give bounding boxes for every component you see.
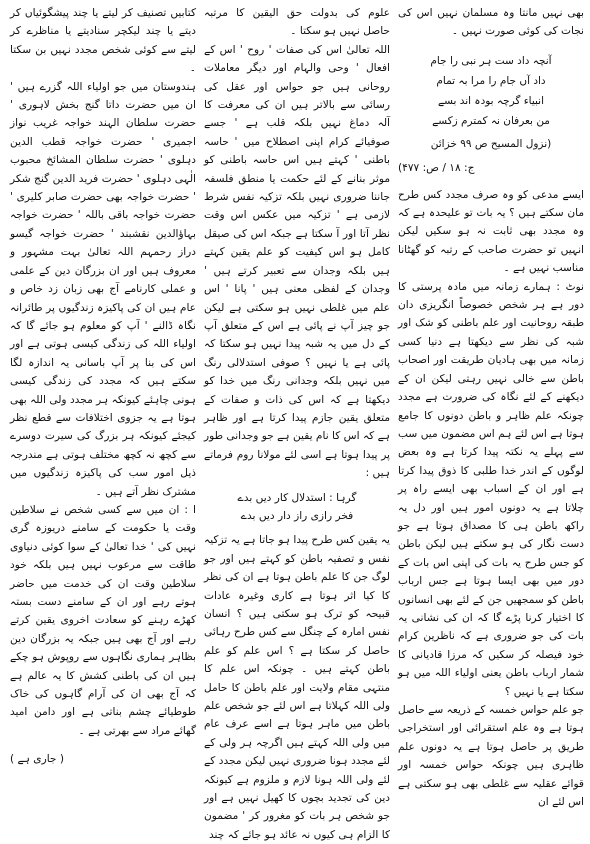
poem-reference-volume: ج: ۱۸ / ص: ۴۷۷) (398, 162, 475, 175)
paragraph: یہ یقین کس طرح پیدا ہو جاتا ہے یہ تزکیہ نفس و تصفیہ باطن کو کہتے ہیں اور جو لوگ جن کا علم باطن ہوتا ہے ان کی نظر کا کیا اثر ہوتا ہے کاری وغیرہ عادات قبیحہ کو ترک ہو سکتی ہیں ؟ انسان نفس امارہ کے چنگل سے کس طرح رہائی حاصل کر سکتا ہے ؟ اس علم کو علم باطن کہتے ہیں ۔ چونکہ اس علم کا منتہی مقام ولایت اور علم باطن کا حامل ولی اللہ کہلاتا ہے اس لئے جو شخص علم باطن میں ماہر ہوتا ہے اسے عرف عام میں ولی اللہ کہتے ہیں اگرچہ ہر ولی کے لئے مجدد ہونا ضروری نہیں لیکن مجدد کے لئے ولی اللہ ہونا لازم و ملزوم ہے کیونکہ دین کی تجدید بچوں کا کھیل نہیں ہے اور جو شخص ہر بات کو مغرور کر ' مضمون کا الزام ہی کیوں نہ عائد ہو جائے کہ چند (204, 534, 390, 841)
poem-line: آنچہ داد ست ہر نبی را جام (430, 54, 552, 67)
middle-column (204, 4, 390, 841)
paragraph: اللہ تعالیٰ اس کی صفات ' روح ' اس کے افعال ' وحی والہام اور دیگر معاملات روحانی ہیں جو حواس اور عقل کی رسائی سے بالاتر ہیں ان کی معرفت کا آلہ دماغ نہیں بلکہ قلب ہے ' جسے صوفیائے کرام اپنی اصطلاح میں ' حاسہ باطنی ' کہتے ہیں اس حاسہ باطنی کو موثر بنانے کے لئے حکمت یا منطق فلسفہ جاننا ضروری نہیں بلکہ تزکیہ نفس شرط لازمی ہے ' تزکیہ میں عکس اس وقت نظر آتا اور آ سکتا ہے جبکہ اس کی صیقل کامل ہو اس کیفیت کو علم یقین کہتے ہیں بلکہ وجدان سے تعبیر کرتے ہیں ' وجدان کے لفظی معنی ہیں ' پانا ' اس علم میں غلطی نہیں ہو سکتی ہے لیکن جو چیز آپ نے پائی ہے اس کے متعلق آپ کے دل میں یہ شبہ پیدا نہیں ہو سکتا کہ پائی ہے یا نہیں ؟ صوفی استدلالی رنگ میں نہیں بلکہ وجدانی رنگ میں خدا کو دیکھتا ہے کہ اس کی ذات و صفات کے متعلق یقین جازم پیدا کرتا ہے اور ظاہر ہے کہ اس کا نام یقین ہے جو وجدانی طور پر پیدا ہوتا ہے اسی لئے مولانا روم فرماتے ہیں : (204, 43, 390, 480)
paragraph: ہندوستان میں جو اولیاء اللہ گزرے ہیں ' ان میں حضرت داتا گنج بخش لاہوری ' حضرت سلطان الہند خواجہ غریب نواز اجمیری ' حضرت خواجہ قطب الدین دہلوی ' حضرت سلطان المشائخ محبوب الٰہی دہلوی ' حضرت فرید الدین گنج شکر ' حضرت خواجہ بھی حضرت صابر کلیری ' حضرت خواجہ باقی باللہ ' حضرت خواجہ بہاؤالدین نقشبند ' حضرت خواجہ گیسو دراز رحمہم اللہ تعالیٰ بہت مشہور و معروف ہیں اور ان بزرگان دین کے علمی و عملی کارنامے آج بھی زبان زد خاص و عام ہیں ان کی پاکیزہ زندگیوں پر طائرانہ نگاہ ڈالنے ' آپ کو معلوم ہو جائے گا کہ اولیاء اللہ کی زندگی کیسی ہوتی ہے اور اس کی بنا پر آپ باسانی یہ اندازہ لگا سکتے ہیں کہ مجدد کی زندگی کیسی ہونی چاہئے کیونکہ ہر مجدد ولی اللہ بھی ہوتا ہے یہ جزوی اختلافات سے قطع نظر کیجئے کیونکہ ہر بزرگ کی سیرت دوسرے سے کچھ نہ کچھ مختلف ہوتی ہے مندرجہ ذیل امور سب کی پاکیزہ زندگیوں میں مشترک نظر آتے ہیں ۔ (10, 80, 196, 498)
poem-reference: (نزول المسیح ص ۹۹ خزائن (430, 137, 552, 150)
paragraph: ایسے مدعی کو وہ صرف مجدد کس طرح مان سکتے ہیں ؟ یہ بات تو علیحدہ ہے کہ وہ مجدد بھی ثابت نہ ہو سکیں لیکن انہیں تو حضرت صاحب کے رتبہ کو گھٹانا مناسب نہیں ہے ۔ (398, 188, 584, 275)
note-paragraph: نوٹ : ہمارے زمانہ میں مادہ پرستی کا دور ہے ہر شخص خصوصاً انگریزی دان طبقہ روحانیت اور علم باطنی کو شک اور شبہ کی نظر سے دیکھتا ہے دنیا کسی زمانہ میں بھی ہادیان طریقت اور اصحاب باطن سے خالی نہیں رہتی لیکن ان کے دیکھنے کے لئے نگاہ کی ضرورت ہے مجدد چونکہ علم ظاہر و باطن دونوں کا جامع ہوتا ہے اس لئے ہم اس مضمون میں سب سے پہلے یہ نکتہ پیدا کرتا ہے وہ بعض لوگوں کے اندر خدا طلبی کا ذوق پیدا کرتا ہے اور ان کے اسباب بھی ایسے راہ پر چلاتا ہے یہ دونوں امور ہیں اور دل یہ راکھ باطن ہی کا مصداق ہوتا ہے جو دست نگار کی ہو سکتے ہیں لیکن باطن کو جس طرح یہ بات کی اپنی اس بات کے دور میں بھی ایسا ہوتا ہے جس ارباب باطن کو سمجھیں جن کے لئے بھی انسانوں کا اختیار کرنا پڑے گا کہ ان کی نشانی یہ بات کی جو ضروری ہے کہ ناظرین کرام خود فیصلہ کر سکیں کہ مرزا قادیانی کا شمار ارباب باطن یعنی اولیاء اللہ میں ہو سکتا ہے یا نہیں ؟ (398, 280, 584, 698)
poem-line: انبیاء گرچہ بودہ اند بسے (437, 94, 545, 107)
left-column (10, 4, 196, 801)
persian-poem (398, 51, 584, 131)
poem-line: من بعرفان نہ کمترم زکسے (432, 114, 550, 127)
paragraph: بھی نہیں مانتا وہ مسلمان نہیں اس کی نجات کی کوئی صورت نہیں ۔ (398, 7, 584, 38)
couplet-line: فخر رازی راز دار دیں بدے (240, 509, 354, 522)
couplet-line: گرہا : استدلال کار دیں بدے (237, 491, 357, 504)
paragraph: کتابیں تصنیف کر لیتے یا چند پیشگوئیاں کر دیتے یا چند لیکچر سنادیتے یا مناظرے کر لیتے سے کوئی شخص مجدد نہیں بن سکتا ۔ (10, 7, 196, 75)
paragraph: ا : ان میں سے کسی شخص نے سلاطین وقت یا حکومت کے سامنے دریوزہ گری نہیں کی ' خدا تعالیٰ کے سوا کوئی دنیاوی طاقت سے مرعوب نہیں ہیں بلکہ خود سلاطین وقت ان کی خدمت میں حاضر ہوتے رہے اور ان کے سامنے دست بستہ کھڑے رہنے کو سعادت اخروی یقین کرتے رہے اور آج بھی ہیں جبکہ یہ بزرگان دین بظاہر ہماری نگاہوں سے روپوش ہو چکے ہیں ان کی باطنی کشش کا یہ عالم ہے کہ آج بھی ان کی آرام گاہوں کی خاک طوطیائے چشم بناتی ہے اور دامن امید گھائے مراد سے بھرتی ہے ۔ (10, 503, 196, 737)
right-column (398, 4, 584, 809)
poem-line: داد آں جام را مرا بہ تمام (436, 74, 546, 87)
continued-label: ( جاری ہے ) (10, 753, 64, 766)
rumi-couplet (204, 489, 390, 526)
paragraph: جو علم حواس خمسہ کے ذریعہ سے حاصل ہوتا ہے وہ علم استقرائی اور استخراجی طریق پر حاصل ہوتا ہے یہ دونوں علم ظاہری ہیں چونکہ حواس خمسہ اور قوائے عقلیہ سے غلطی بھی ہو سکتی ہے اس لئے ان (398, 704, 584, 809)
paragraph: علوم کی بدولت حق الیقین کا مرتبہ حاصل نہیں ہو سکتا ۔ (204, 7, 390, 38)
